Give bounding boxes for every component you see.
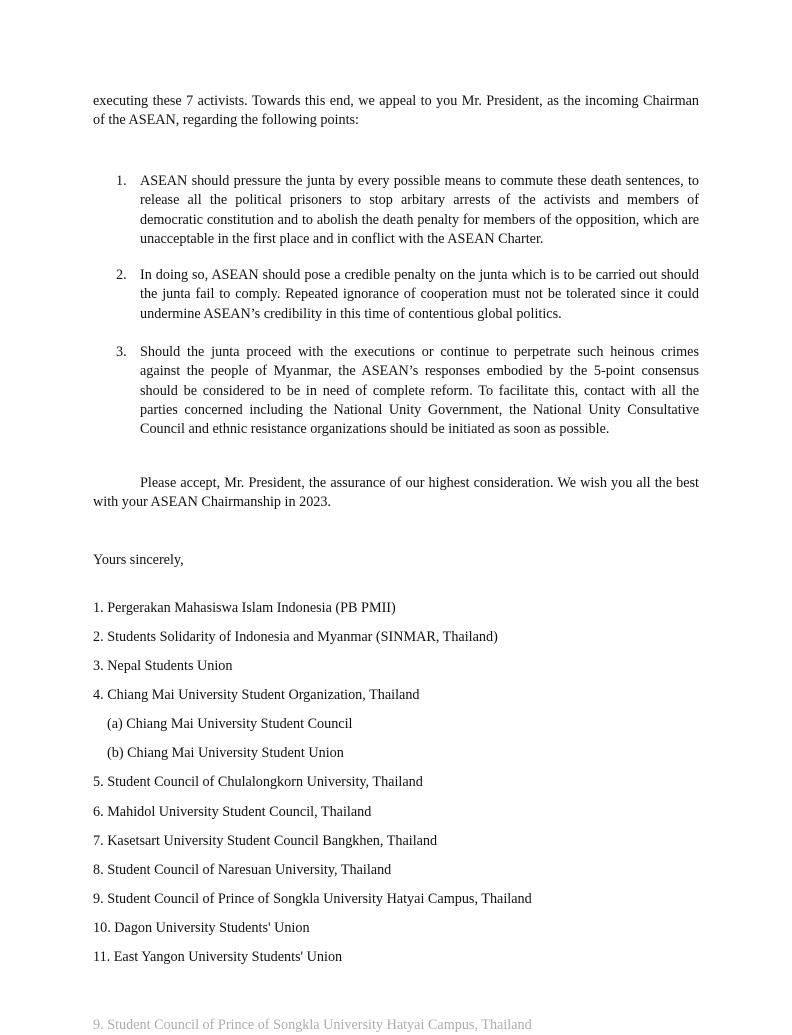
signatory-9: 9. Student Council of Prince of Songkla University Hatyai Campus, Thailand <box>93 891 532 907</box>
closing-paragraph: Please accept, Mr. President, the assurance of our highest consideration. We wish you all the best with your ASEAN Chairmanship in 2023. <box>93 475 699 511</box>
salutation: Yours sincerely, <box>93 552 184 568</box>
signatory-4: 4. Chiang Mai University Student Organization, Thailand <box>93 687 420 703</box>
signatory-11: 11. East Yangon University Students' Union <box>93 949 343 965</box>
signatory-4b: (b) Chiang Mai University Student Union <box>107 745 344 761</box>
signatory-10: 10. Dagon University Students' Union <box>93 920 310 936</box>
signatory-4a: (a) Chiang Mai University Student Council <box>107 716 353 732</box>
point-number: 3. <box>116 344 127 360</box>
point-number: 1. <box>116 173 127 189</box>
signatory-5: 5. Student Council of Chulalongkorn University, Thailand <box>93 774 423 790</box>
point-text: In doing so, ASEAN should pose a credible penalty on the junta which is to be carried out should the junta fail to comply. Repeated ignorance of cooperation must not be tolerated since it could undermine ASEAN’s credibility in this time of contentious global politics. <box>140 267 699 322</box>
cutoff-line: 9. Student Council of Prince of Songkla University Hatyai Campus, Thailand <box>93 1017 532 1033</box>
intro-paragraph: executing these 7 activists. Towards this end, we appeal to you Mr. President, as the incoming Chairman of the ASEAN, regarding the following points: <box>93 93 699 129</box>
signatory-2: 2. Students Solidarity of Indonesia and Myanmar (SINMAR, Thailand) <box>93 629 498 645</box>
point-number: 2. <box>116 267 127 283</box>
point-text: ASEAN should pressure the junta by every possible means to commute these death sentences, to release all the political prisoners to stop arbitary arrests of the activists and members of democratic constitution and to abolish the death penalty for members of the opposition, which are unacceptable in the first place and in conflict with the ASEAN Charter. <box>140 173 699 247</box>
signatory-6: 6. Mahidol University Student Council, Thailand <box>93 804 372 820</box>
signatory-3: 3. Nepal Students Union <box>93 658 233 674</box>
signatory-7: 7. Kasetsart University Student Council Bangkhen, Thailand <box>93 833 438 849</box>
point-text: Should the junta proceed with the executions or continue to perpetrate such heinous crimes against the people of Myanmar, the ASEAN’s responses embodied by the 5-point consensus should be considered to be in need of complete reform. To facilitate this, contact with all the parties concerned including the National Unity Government, the National Unity Consultative Council and ethnic resistance organizations should be initiated as soon as possible. <box>140 344 699 438</box>
signatory-1: 1. Pergerakan Mahasiswa Islam Indonesia (PB PMII) <box>93 600 396 616</box>
signatory-8: 8. Student Council of Naresuan University, Thailand <box>93 862 392 878</box>
